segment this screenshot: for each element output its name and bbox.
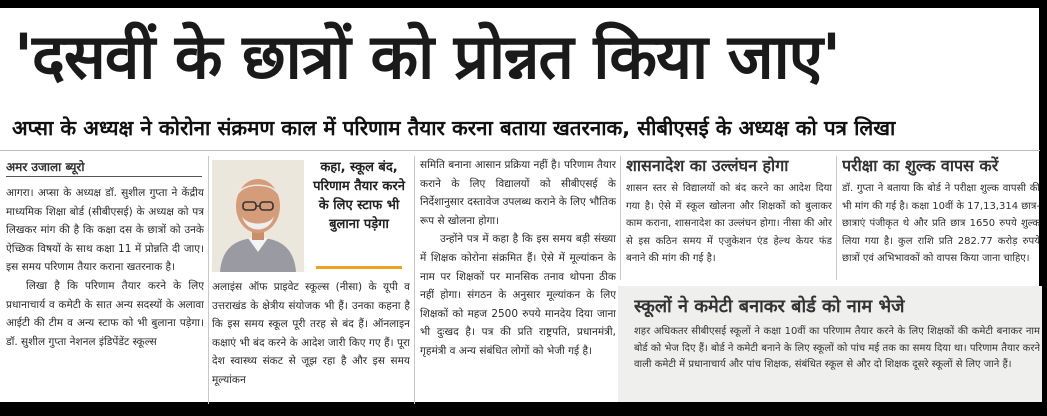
paragraph: उन्होंने पत्र में कहा है कि इस समय बड़ी संख्या में शिक्षक कोरोना संक्रमित हैं। ऐसे में मूल्यांकन के नाम पर शिक्षकों पर मानसिक तनाव थोपना ठीक नहीं होगा। संगठन के अनुसार मूल्यांकन के लिए शिक्षकों को महज 2500 रुपये मानदेय दिया जाना भी दुःखद है। पत्र की प्रति राष्ट्रपति, प्रधानमंत्री, गृहमंत्री व अन्य संबंधित लोगों को भेजी गई है। [420, 233, 616, 357]
byline-rule [6, 176, 202, 177]
paragraph: अलाइंस ऑफ प्राइवेट स्कूल्स (नीसा) के यूपी व उत्तराखंड के क्षेत्रीय संयोजक भी हैं। उनका कहना है कि इस समय स्कूल पूरी तरह से बंद हैं। ऑनलाइन कक्षाएं भी बंद करने के आदेश जारी किए गए हैं। पूरा देश स्वास्थ्य संकट से जूझ रहा है और इस समय मूल्यांकन [212, 281, 410, 386]
info-box-heading: स्कूलों ने कमेटी बनाकर बोर्ड को नाम भेजे [634, 296, 905, 317]
divider [0, 150, 1040, 151]
info-box [618, 286, 1042, 402]
sidebar-text-2: डॉ. गुप्ता ने बताया कि बोर्ड ने परीक्षा शुल्क वापसी की भी मांग की गई है। कक्षा 10वीं के 17,13,314 छात्र-छात्राएं पंजीकृत थे और प्रति छात्र 1650 रुपये शुल्क लिया गया है। कुल राशि प्रति 282.77 करोड़ रुपये छात्रों एवं अभिभावकों को वापस किया जाना चाहिए। [842, 183, 1040, 264]
portrait-image [212, 160, 304, 272]
paragraph: समिति बनाना आसान प्रक्रिया नहीं है। परिणाम तैयार कराने के लिए विद्यालयों को सीबीएसई के निर्देशानुसार दस्तावेज उपलब्ध कराने के लिए भौतिक रूप से खोलना होगा। [420, 159, 616, 227]
byline: अमर उजाला ब्यूरो [6, 160, 85, 174]
bottom-border [0, 402, 1047, 416]
info-box-text: शहर अधिकतर सीबीएसई स्कूलों ने कक्षा 10वीं का परिणाम तैयार करने के लिए शिक्षकों की कमेटी बनाकर नाम बोर्ड को भेज दिए हैं। बोर्ड ने कमेटी बनाने के लिए स्कूलों को पांच मई तक का समय दिया था। परिणाम तैयार करने वाली कमेटी में प्रधानाचार्य और पांच शिक्षक, संबंधित स्कूल से और दो शिक्षक दूसरे स्कूलों से लिए जाने हैं। [634, 326, 1040, 370]
sidebar-heading-1: शासनादेश का उल्लंघन होगा [626, 156, 789, 175]
sidebar-text-1: शासन स्तर से विद्यालयों को बंद करने का आदेश दिया गया है। ऐसे में स्कूल खोलना और शिक्षकों को बुलाकर काम कराना, शासनादेश का उल्लंघन होगा। नीसा की ओर से इस कठिन समय में एजुकेशन एंड हेल्थ केयर फंड बनाने की मांग की गई है। [626, 183, 832, 264]
column-separator [208, 156, 209, 404]
column-separator [620, 156, 621, 280]
column-separator [836, 156, 837, 280]
sidebar-heading-2: परीक्षा का शुल्क वापस करें [842, 156, 999, 175]
paragraph: आगरा। अप्सा के अध्यक्ष डॉ. सुशील गुप्ता ने केंद्रीय माध्यमिक शिक्षा बोर्ड (सीबीएसई) के अध्यक्ष को पत्र लिखकर मांग की है कि कक्षा दस के छात्रों को उनके ऐच्छिक विषयों के साथ कक्षा 11 में प्रोन्नति दी जाए। इस समय परिणाम तैयार कराना खतरनाक है। [6, 187, 204, 274]
article-column-2 [212, 278, 410, 402]
pull-quote: कहा, स्कूल बंद, परिणाम तैयार करने के लिए स्टाफ भी बुलाना पड़ेगा [313, 160, 405, 232]
top-border [0, 0, 1047, 8]
article-column-1 [6, 184, 204, 404]
column-separator [414, 156, 415, 404]
pull-quote-underline [316, 266, 402, 269]
headline: 'दसवीं के छात्रों को प्रोन्नत किया जाए' [14, 20, 840, 93]
author-photo [212, 160, 304, 272]
subheadline: अप्सा के अध्यक्ष ने कोरोना संक्रमण काल में परिणाम तैयार करना बताया खतरनाक, सीबीएसई के अध्यक्ष को पत्र लिखा [12, 116, 896, 140]
paragraph: लिखा है कि परिणाम तैयार करने के लिए प्रधानाचार्य व कमेटी के सात अन्य सदस्यों के अलावा आईटी की टीम व अन्य स्टाफ को भी बुलाना पड़ेगा। डॉ. सुशील गुप्ता नेशनल इंडिपेंडेंट स्कूल्स [6, 279, 204, 348]
article-column-3 [420, 156, 616, 404]
